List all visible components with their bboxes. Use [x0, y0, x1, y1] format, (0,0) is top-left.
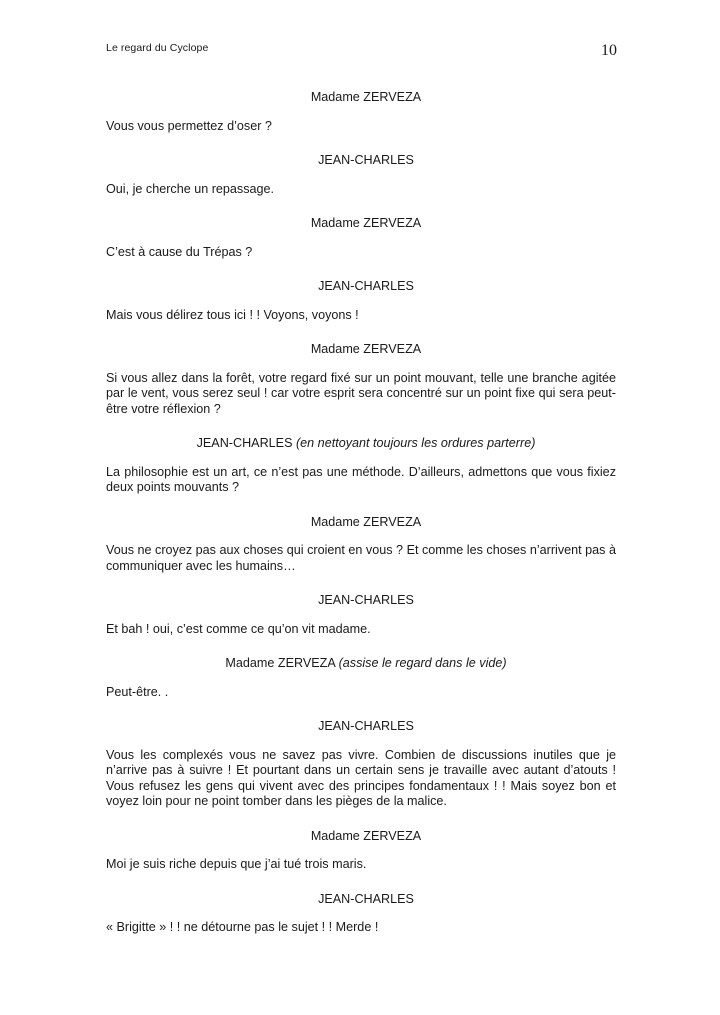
speaker-name: Madame ZERVEZA [225, 656, 336, 670]
page-number: 10 [601, 42, 617, 59]
dialogue-line: Si vous allez dans la forêt, votre regard fixé sur un point mouvant, telle une branche agitée par le vent, vous serez seul ! car votre esprit sera concentré sur un point fixe qui sera peut-être votre réflexion ? [106, 370, 616, 416]
speaker-heading [106, 515, 616, 531]
dialogue-line: Moi je suis riche depuis que j’ai tué trois maris. [106, 857, 367, 871]
running-header-title: Le regard du Cyclope [106, 42, 209, 54]
dialogue-line: Oui, je cherche un repassage. [106, 181, 275, 196]
dialogue-line: Vous les complexés vous ne savez pas vivre. Combien de discussions inutiles que je n’arrive pas à suivre ! Et pourtant dans un certain sens je travaille avec autant d’atouts ! Vous refusez les gens qui vivent avec des principes fondamentaux ! ! Mais soyez bon et voyez loin pour ne point tomber dans les pièges de la malice. [106, 747, 616, 808]
stage-direction: (assise le regard dans le vide) [338, 656, 507, 670]
speaker-heading [106, 216, 616, 232]
speaker-heading [106, 593, 616, 609]
speaker-name: Madame ZERVEZA [310, 514, 422, 529]
speaker-heading [106, 279, 616, 295]
dialogue-line: Vous ne croyez pas aux choses qui croient en vous ? Et comme les choses n’arrivent pas à communiquer avec les humains… [106, 543, 616, 573]
speaker-name: Madame ZERVEZA [310, 90, 422, 104]
speaker-name: JEAN-CHARLES [318, 719, 414, 733]
speaker-name: JEAN-CHARLES [318, 891, 414, 906]
speaker-heading [106, 719, 616, 735]
play-script [106, 90, 616, 955]
speaker-name: Madame ZERVEZA [310, 216, 422, 230]
speaker-name: Madame ZERVEZA [310, 342, 422, 356]
stage-direction: (en nettoyant toujours les ordures parterre) [295, 436, 536, 450]
speaker-heading [106, 656, 616, 672]
dialogue-line: Mais vous délirez tous ici ! ! Voyons, voyons ! [106, 307, 359, 322]
speaker-name: Madame ZERVEZA [310, 828, 422, 843]
dialogue-line: La philosophie est un art, ce n’est pas une méthode. D’ailleurs, admettons que vous fixiez deux points mouvants ? [106, 464, 616, 494]
speaker-heading [106, 892, 616, 908]
speaker-heading [106, 436, 616, 452]
dialogue-line: « Brigitte » ! ! ne détourne pas le sujet ! ! Merde ! [106, 920, 379, 934]
speaker-name: JEAN-CHARLES [318, 153, 414, 167]
speaker-heading [106, 153, 616, 169]
speaker-heading [106, 342, 616, 358]
dialogue-line: C’est à cause du Trépas ? [106, 244, 253, 259]
speaker-name: JEAN-CHARLES [318, 593, 414, 607]
dialogue-line: Peut-être. . [106, 684, 169, 699]
speaker-name: JEAN-CHARLES [196, 436, 293, 450]
dialogue-line: Et bah ! oui, c’est comme ce qu’on vit madame. [106, 621, 371, 636]
speaker-heading [106, 90, 616, 106]
dialogue-line: Vous vous permettez d’oser ? [106, 118, 272, 133]
speaker-heading [106, 829, 616, 845]
speaker-name: JEAN-CHARLES [318, 279, 414, 293]
